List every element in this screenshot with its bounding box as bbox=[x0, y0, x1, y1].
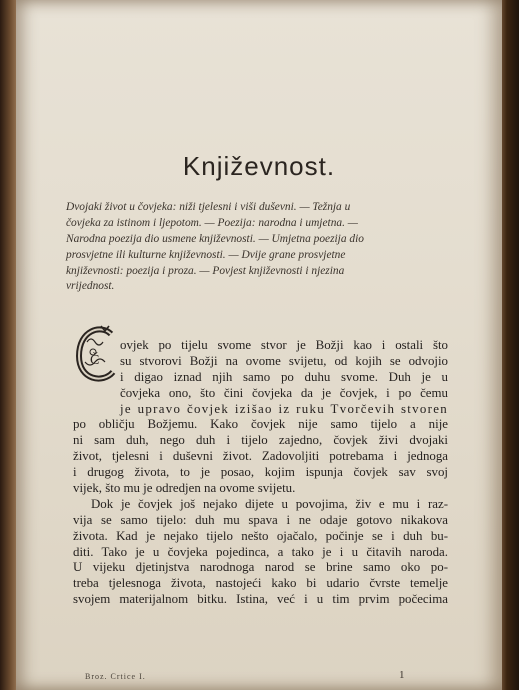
summary-line: prosvjetne ili kulturne književnosti. — Dvije grane prosvjetne bbox=[66, 248, 346, 261]
chapter-title: Književnost. bbox=[182, 151, 336, 181]
body-line: je upravo čovjek izišao iz ruku Tvorčevih stvoren bbox=[120, 401, 448, 416]
body-line: diti. Tako je u čovjeka pojedinca, a tako je i u čitavih naroda. bbox=[73, 544, 448, 559]
body-line: svojem materijalnom bitku. Istina, već i u tim prvim počecima bbox=[73, 592, 448, 607]
body-line: vijek, što mu je odredjen na ovome svijetu. bbox=[73, 481, 296, 496]
body-line: po obličju Božjemu. Kako čovjek nije samo tijelo a nije bbox=[73, 417, 448, 432]
chapter-body bbox=[73, 338, 448, 608]
summary-line: čovjeka za istinom i ljepotom. — Poezija: narodna i umjetna. — bbox=[66, 216, 358, 229]
svg-text:Č: Č bbox=[90, 353, 100, 368]
body-line: U vijeku djetinjstva narodnoga narod se brine samo oko po- bbox=[73, 560, 448, 575]
body-line: treba tjelesnoga života, nastojeći kako bi udario čvrste temelje bbox=[73, 576, 448, 591]
summary-line: Dvojaki život u čovjeka: niži tjelesni i viši duševni. — Težnja u bbox=[66, 201, 351, 213]
body-line: i drugog života, to je posao, kojim ispunja čovjek sav svoj bbox=[73, 465, 448, 480]
body-line: ni sam duh, nego duh i tijelo zajedno, čovjek živi dvojaki bbox=[73, 433, 448, 448]
footer-signature: Broz. Crtice I. bbox=[85, 672, 146, 681]
summary-line: vrijednost. bbox=[66, 280, 115, 293]
body-line: su stvorovi Božji na ovome svijetu, od kojih se odvojio bbox=[120, 353, 448, 368]
chapter-summary bbox=[66, 199, 466, 294]
body-line: Dok je čovjek još nejako dijete u povojima, živ e mu i raz- bbox=[91, 496, 448, 511]
footer-sheet-number: 1 bbox=[399, 669, 405, 681]
summary-line: književnosti: poezija i proza. — Povjest književnosti i njezina bbox=[66, 264, 345, 277]
summary-line: Narodna poezija dio usmene književnosti. — Umjetna poezija dio bbox=[66, 232, 364, 245]
body-line: života. Kad je nejako tijelo nešto ojačalo, počinje se i duh bu- bbox=[73, 528, 448, 543]
body-line: vija se samo tijelo: duh mu spava i ne odaje gotovo nikakova bbox=[73, 512, 448, 527]
body-line: čovjeka ono, što čini čovjeka da je čovjek, i po čemu bbox=[120, 385, 448, 400]
body-line: i digao iznad njih samo po duhu svome. Duh je u bbox=[120, 369, 448, 384]
body-line: ovjek po tijelu svome stvor je Božji kao i ostali što bbox=[120, 338, 448, 352]
body-line: život, tjelesni i duševni život. Zadovoljiti potrebama i jednoga bbox=[73, 449, 448, 464]
book-page bbox=[16, 0, 502, 690]
